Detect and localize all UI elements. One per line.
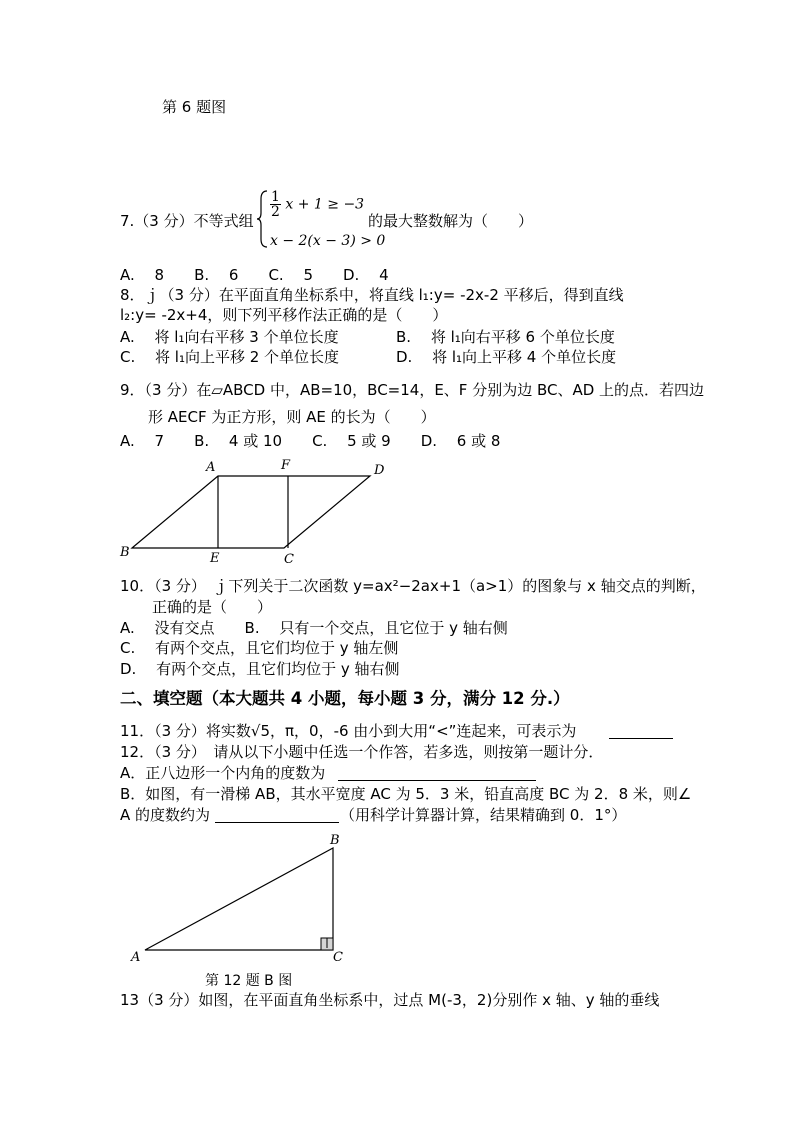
figure-6-caption: 第 6 题图 [162,98,227,116]
q9-line-2: 形 AECF 为正方形，则 AE 的长为（ ） [148,408,436,426]
slide-triangle-figure [128,830,358,970]
point-label-f: F [281,458,291,473]
parallelogram-abcd [132,476,370,548]
q7-system-brace [256,189,270,249]
q12-option-b-line-2b: （用科学计算器计算，结果精确到 0．1°） [340,806,627,824]
q8-option-a: A. 将 l₁向右平移 3 个单位长度 [120,328,339,346]
q10-option-c: C. 有两个交点，且它们均位于 y 轴左侧 [120,639,399,657]
q9-line-1: 9．（3 分）在▱ABCD 中，AB=10，BC=14，E、F 分别为边 BC、AD 上的点．若四边 [120,381,705,399]
q8-option-b: B. 将 l₁向右平移 6 个单位长度 [396,328,615,346]
q8-line-1: 8．ｊ（3 分）在平面直角坐标系中，将直线 l₁:y= -2x-2 平移后，得到直线 [120,286,624,304]
point-label-b: B [120,545,130,560]
q7-stem-prefix: 7.（3 分）不等式组 [120,212,254,230]
q12-option-b-line-2a: A 的度数约为 [120,806,211,824]
parallelogram-figure [116,456,396,566]
q12-line-1: 12．（3 分） 请从以下小题中任选一个作答，若多选，则按第一题计分． [120,743,604,761]
q10-option-a-b: A. 没有交点 B. 只有一个交点，且它位于 y 轴右侧 [120,619,508,637]
q12-a-answer-blank [338,766,536,781]
section-2-heading: 二、填空题（本大题共 4 小题，每小题 3 分，满分 12 分.） [120,689,570,708]
q7-system-line-1: $\frac{1}{2}$ x + 1 ≥ −3 [271,189,365,220]
q10-line-1: 10．（3 分） ｊ下列关于二次函数 y=ax²−2ax+1（a>1）的图象与 x 轴交点的判断， [120,577,706,595]
point-label-e: E [210,551,220,566]
q12-option-b-line-1: B．如图，有一滑梯 AB，其水平宽度 AC 为 5．3 米，铅直高度 BC 为 2．8 米，则∠ [120,785,692,803]
q12-b-answer-blank [215,808,339,823]
q8-option-c: C. 将 l₁向上平移 2 个单位长度 [120,348,340,366]
point-label-c: C [284,552,294,566]
q10-option-d: D. 有两个交点，且它们均位于 y 轴右侧 [120,660,400,678]
q11-text: 11．（3 分）将实数√5，π，0，-6 由小到大用“<”连起来，可表示为 [120,722,577,740]
point-label-a: A [206,460,216,475]
figure-12b-caption: 第 12 题 B 图 [205,973,293,989]
q11-answer-blank [609,724,673,739]
q8-line-2: l₂:y= -2x+4，则下列平移作法正确的是（ ） [120,306,448,324]
q7-system-line-2: x − 2(x − 3) > 0 [270,233,386,249]
q7-options: A. 8 B. 6 C. 5 D. 4 [120,266,389,284]
point-label-c: C [333,950,343,965]
q7-stem-suffix: 的最大整数解为（ ） [368,212,534,230]
q10-line-2: 正确的是（ ） [152,598,273,616]
q12-option-a: A．正八边形一个内角的度数为 [120,764,326,782]
q9-options: A. 7 B. 4 或 10 C. 5 或 9 D. 6 或 8 [120,432,501,450]
triangle-abc [145,848,333,950]
point-label-d: D [374,463,385,478]
point-label-a: A [131,950,141,965]
point-label-b: B [330,833,340,848]
q8-option-d: D. 将 l₁向上平移 4 个单位长度 [396,348,617,366]
q13-text: 13（3 分）如图，在平面直角坐标系中，过点 M(-3，2)分别作 x 轴、y 轴的垂线 [120,991,660,1009]
